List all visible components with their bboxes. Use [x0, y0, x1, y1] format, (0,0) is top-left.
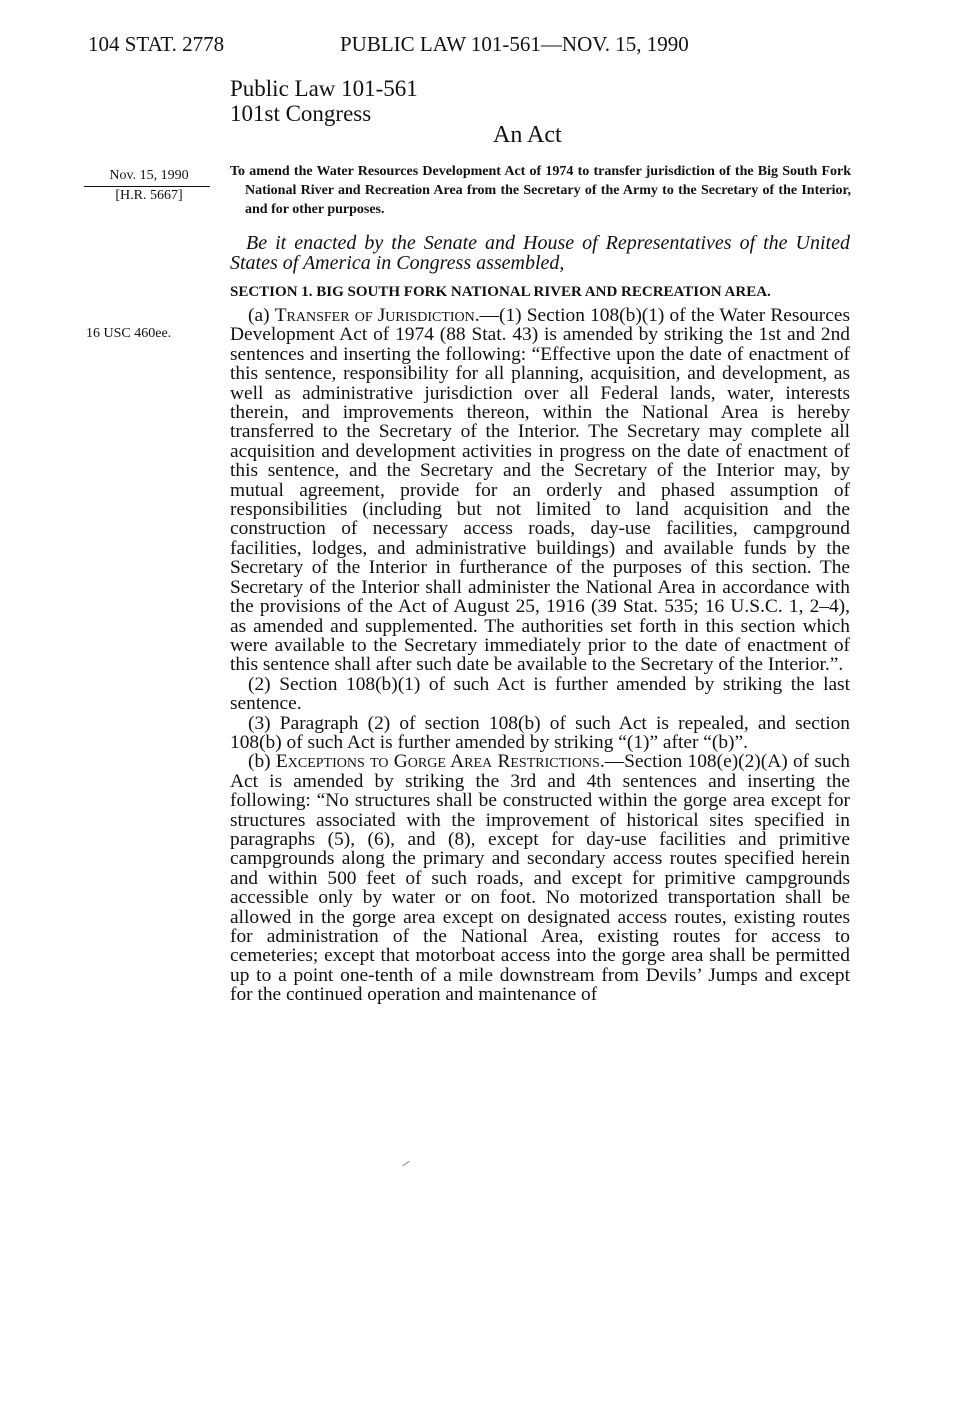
subsection-a [230, 306, 850, 675]
congress-number: 101st Congress [230, 101, 372, 126]
section-heading: SECTION 1. BIG SOUTH FORK NATIONAL RIVER AND RECREATION AREA. [230, 284, 771, 300]
subsection-b [230, 752, 850, 1004]
margin-divider [84, 186, 210, 187]
subsection-a-text: —(1) Section 108(b)(1) of the Water Resources Development Act of 1974 (88 Stat. 43) is amended by striking the 1st and 2nd sentences and inserting the following: “Effective upon the date of enactment of this sentence, responsibility for all planning, acquisition, and development, as well as administrative jurisdiction over all Federal lands, water, interests therein, and improvements thereon, within the National Area is hereby transferred to the Secretary of the Interior. The Secretary may complete all acquisition and development activities in progress on the date of enactment of this sentence, and the Secretary and the Secretary of the Interior may, by mutual agreement, provide for an orderly and phased assumption of responsibilities (including but not limited to land acquisition and the construction of necessary access roads, day-use facilities, campground facilities, lodges, and administrative buildings) and available funds by the Secretary of the Interior in furtherance of the purposes of this section. The Secretary of the Interior shall administer the National Area in accordance with the provisions of the Act of August 25, 1916 (39 Stat. 535; 16 U.S.C. 1, 2–4), as amended and supplemented. The authorities set forth in this section which were available to the Secretary immediately prior to the date of enactment of this sentence shall after such date be available to the Secretary of the Interior.”. [230, 305, 851, 676]
section-body [230, 306, 850, 1005]
bill-number: [H.R. 5667] [115, 188, 183, 203]
subsection-a-heading: Transfer of Jurisdiction. [274, 305, 480, 326]
subsection-b-text: —Section 108(e)(2)(A) of such Act is amended by striking the 3rd and 4th sentences and inserting the following: “No structures shall be constructed within the gorge area except for structures associated with the improvement of historical sites specified in paragraphs (5), (6), and (8), except for day-use facilities and primitive campgrounds along the primary and secondary access routes specified herein and within 500 feet of such roads, and except for primitive campgrounds accessible only by water or on foot. No motorized transportation shall be allowed in the gorge area except on designated access routes, existing routes for administration of the National Area, existing routes for access to cemeteries; except that motorboat access into the gorge area shall be permitted up to a point one-tenth of a mile downstream from Devils’ Jumps and except for the continued operation and maintenance of [230, 751, 850, 1006]
subsection-b-heading: Exceptions to Gorge Area Restrictions. [275, 751, 605, 773]
an-act-heading: An Act [493, 122, 562, 148]
paragraph-2: (2) Section 108(b)(1) of such Act is further amended by striking the last sentence. [230, 673, 850, 715]
law-number: Public Law 101-561 [230, 76, 418, 101]
subsection-a-label: (a) [248, 305, 275, 326]
stat-reference: 104 STAT. 2778 [88, 32, 225, 56]
purpose-clause: To amend the Water Resources Development Act of 1974 to transfer jurisdiction of the Big South Fork National River and Recreation Area from the Secretary of the Army to the Secretary of the Interior, and for other purposes. [230, 164, 851, 217]
enacting-clause: Be it enacted by the Senate and House of Representatives of the United States of America in Congress assembled, [230, 232, 850, 274]
stray-scan-mark [402, 1161, 409, 1166]
enactment-date: Nov. 15, 1990 [109, 168, 189, 183]
paragraph-3: (3) Paragraph (2) of section 108(b) of such Act is repealed, and section 108(b) of such Act is further amended by striking “(1)” after “(b)”. [230, 712, 850, 753]
usc-citation: 16 USC 460ee. [86, 326, 172, 341]
subsection-b-label: (b) [248, 751, 276, 773]
running-title: PUBLIC LAW 101-561—NOV. 15, 1990 [340, 32, 689, 56]
law-title-block [230, 76, 418, 126]
